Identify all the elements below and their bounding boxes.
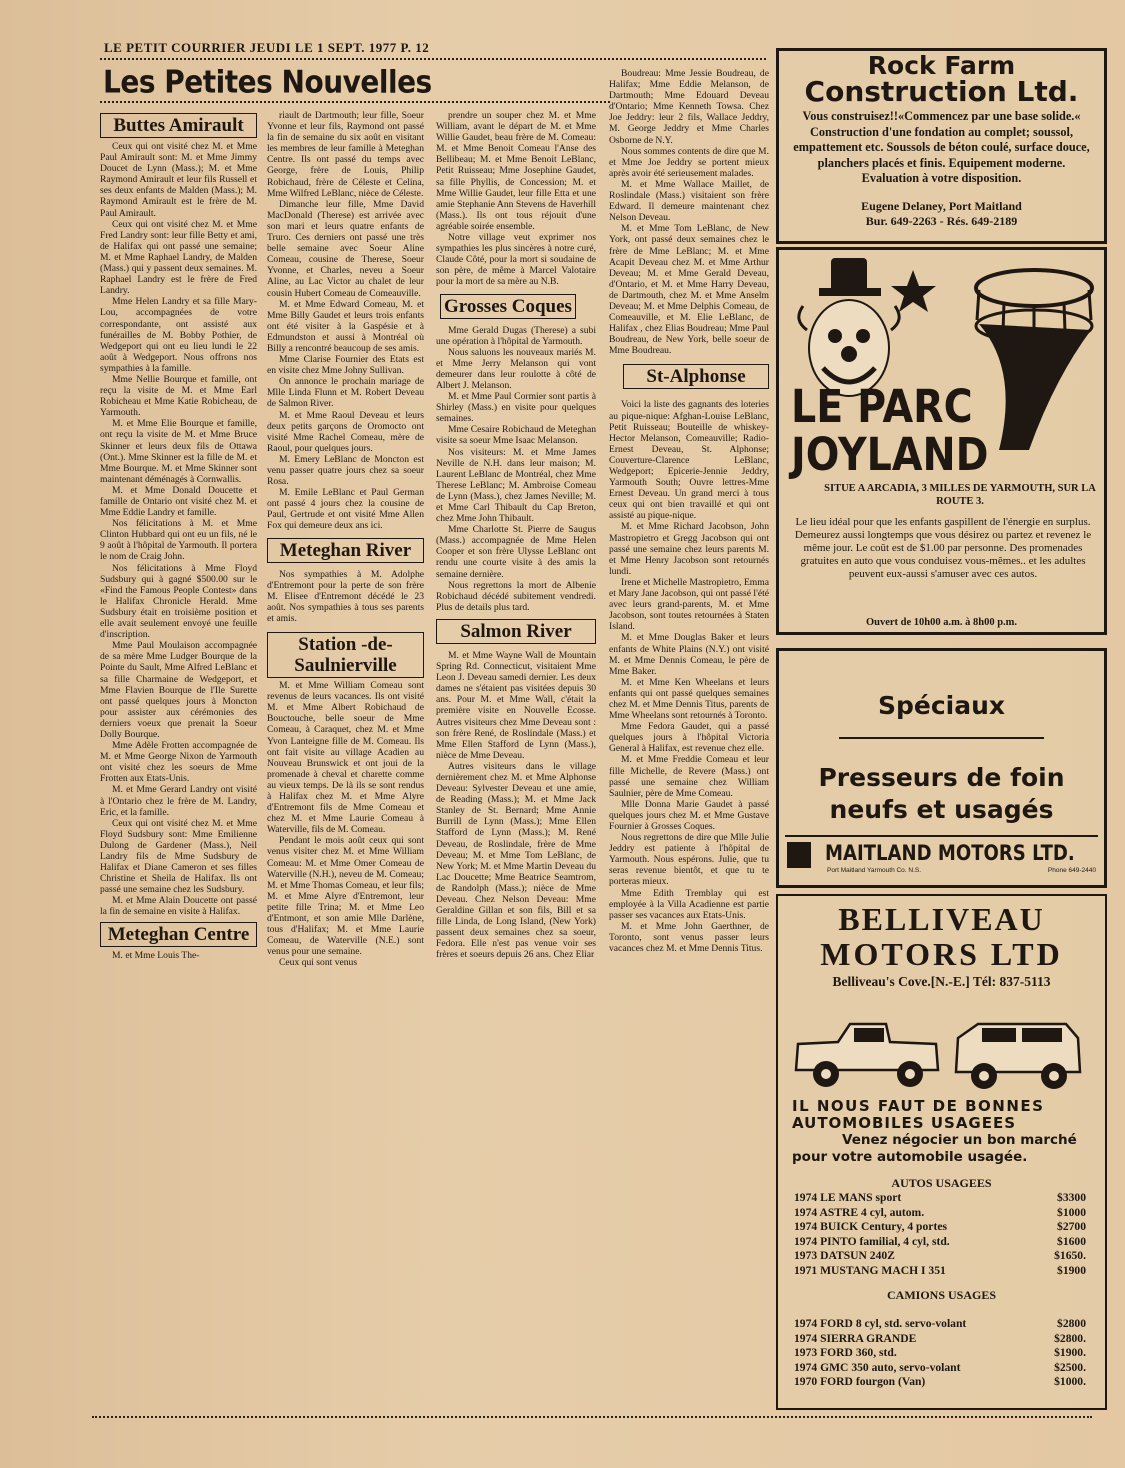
column-2 bbox=[267, 110, 424, 1410]
article-paragraph: Nous sommes contents de dire que M. et Mme Joe Jeddry se portent mieux après avoir été serieusement malades. bbox=[609, 145, 769, 179]
joyland-hours: Ouvert de 10h00 a.m. à 8h00 p.m. bbox=[865, 617, 1018, 628]
car-desc: 1974 BUICK Century, 4 portes bbox=[794, 1220, 947, 1233]
article-paragraph: M. et Mme Alain Doucette ont passé la fin de semaine en visite à Halifax. bbox=[100, 895, 257, 918]
ad-joyland bbox=[776, 247, 1107, 635]
ad-rock-body: Vous construisez!!«Commencez par une base solide.« Construction d'une fondation au complet; soussol, empattement etc. Soussols de béton coulé, surface douce, planchers placés et finis. Equipement moderne. Evaluation à votre disposition. bbox=[793, 109, 1090, 185]
article-paragraph: Nos félicitations à Mme Floyd Sudsbury qui à gagné $500.00 sur le «Find the Famous People Contest» dans le Halifax Chronicle Herald. Mme Sudsbury était en troisième position et elle avait seulement envoyé une feuille d'inscription. bbox=[100, 562, 257, 641]
car-price: $1600 bbox=[1057, 1234, 1086, 1248]
article-paragraph: On annonce le prochain mariage de Mlle Linda Flunn et M. Robert Deveau de Salmon River. bbox=[267, 376, 424, 410]
article-paragraph: M. et Mme John Gaerthner, de Toronto, sont venus passer leurs vacances chez M. et Mme Dennis Titus. bbox=[609, 920, 769, 955]
article-paragraph: Mme Clarise Fournier des Etats est en visite chez Mme Johny Sullivan. bbox=[267, 354, 424, 377]
ad-rock-contact1: Eugene Delaney, Port Maitland bbox=[861, 198, 1022, 213]
joyland-title2: JOYLAND bbox=[791, 428, 989, 481]
article-paragraph: Dimanche leur fille, Mme David MacDonald (Therese) est arrivée avec son mari et leurs quatre enfants de Truro. Ces derniers ont passé une très belle semaine avec Soeur Aline Comeau, cousine de Therese, Soeur Yvonne, et Charles, neveu a Soeur Aline, au Lac Victor au chalet de leur cousin Hubert Comeau de Comeauville. bbox=[267, 198, 424, 299]
trucks-illustration bbox=[778, 998, 1105, 1098]
heading-meteghan-centre: Meteghan Centre bbox=[100, 922, 257, 947]
truck-row bbox=[794, 1317, 1086, 1332]
article-paragraph: Ceux qui sont venus bbox=[279, 957, 358, 969]
column-1 bbox=[100, 110, 257, 1410]
article-paragraph: Mlle Donna Marie Gaudet à passé quelques jours chez M. et Mme Gustave Fournier à Grosses Coques. bbox=[609, 798, 769, 832]
article-paragraph: Pendant le mois août ceux qui sont venus visiter chez M. et Mme William Comeau: M. et Mme Omer Comeau de Waterville (N.H.), neveu de M. Comeau; M. et Mme Thomas Comeau, et leur fils; M. et Mme Alyre d'Entremont, leur petite fille Trina; M. et Mme Leo d'Entmont, et son amie Mlle Darlène, tous d'Halifax; M. et Mme Laurie Comeau, de Waterville (N.E.) sont venus pour une semaine. bbox=[267, 835, 424, 958]
article-paragraph: Mme Edith Tremblay qui est employée à la Villa Acadienne est partie passer ses vacances aux Etats-Unis. bbox=[609, 887, 769, 921]
maitland-headline1: Presseurs de foin bbox=[818, 763, 1065, 792]
heading-buttes-amirault: Buttes Amirault bbox=[100, 113, 257, 138]
belliveau-pitch2: AUTOMOBILES USAGEES bbox=[792, 1114, 1017, 1132]
trucks-title: CAMIONS USAGES bbox=[886, 1288, 997, 1302]
divider-ornament bbox=[839, 733, 1044, 743]
article-paragraph: Nos visiteurs: M. et Mme James Neville de N.H. dans leur maison; M. Laurent LeBlanc de Montréal, chez Mme Therese LeBlanc; M. Ambroise Comeau de Lynn (Mass.), chez James Neville; M. et Mme Carl Thibault du Cap Breton, chez Mme John Thibault. bbox=[436, 446, 596, 525]
car-desc: 1973 DATSUN 240Z bbox=[794, 1249, 895, 1262]
article-paragraph: M. et Mme Richard Jacobson, John Mastropietro et Gregg Jacobson qui ont passé une semaine chez leurs parents M. et Mme Henry Jacobson sont retournés lundi. bbox=[609, 521, 769, 577]
article-paragraph: Mme Nellie Bourque et famille, ont reçu la visite de M. et Mme Earl Robicheau et Mme Katie Robicheau, de Yarmouth. bbox=[100, 373, 257, 419]
article-paragraph: Mme Paul Moulaison accompagnée de sa mère Mme Ludger Bourque de la Pointe du Sault, Mme Alfred LeBlanc et sa fille Charmaine de Wedgeport, et Mme Flavien Bourque de l'Ile Surette ont passé quelques jours à Moncton pour assister aux cérémonies des derniers voeux que prenait la Soeur Dolly Bourque. bbox=[100, 640, 257, 740]
article-paragraph: Nous regrettons la mort de Albenie Robichaud décédé subitement vendredi. Plus de details plus tard. bbox=[436, 579, 596, 613]
article-paragraph: Voici la liste des gagnants des loteries au pique-nique: Afghan-Louise LeBlanc, Petit Ruisseau; Bouteille de whiskey-Hector Melanson, Comeauville; Radio-Ernest Deveau, St. Alphonse; Couverture-Clarence LeBlanc, Wedgeport; Epicerie-Jennie Jeddry, Yarmouth South; Ouvre lettres-Mme Ernest Deveau. Un grand merci à tous ceux qui ont bien travaillé et qui ont assisté au pique-nique. bbox=[609, 399, 769, 522]
car-row bbox=[794, 1249, 1086, 1264]
joyland-location: SITUE A ARCADIA, 3 MILLES DE YARMOUTH, SUR LA ROUTE 3. bbox=[824, 483, 1096, 507]
article-paragraph: M. et Mme Wallace Maillet, de Roslindale (Mass.) visitaient son frère Edward. Il demeure maintenant chez Nelson Deveau. bbox=[609, 178, 769, 224]
joyland-body: Le lieu idéal pour que les enfants gaspillent de l'énergie en surplus. Demeurez aussi longtemps que vous désirez ou partez et revenez le même jour. Le coût est de $1.00 par personne. Des promenades gratuites en auto que vous conduisez vous-mêmes.. et les adultes peuvent eux-aussi s'amuser avec ces autos. bbox=[794, 516, 1092, 580]
article-paragraph: M. et Mme Douglas Baker et leurs enfants de White Plains (N.Y.) ont visité M. et Mme Dennis Comeau, le père de Mme Baker. bbox=[609, 632, 769, 677]
article-paragraph: Mme Cesaire Robichaud de Meteghan visite sa soeur Mme Isaac Melanson. bbox=[436, 424, 596, 447]
article-paragraph: Nous regrettons de dire que Mlle Julie Jeddry est patiente à l'hôpital de Yarmouth. Nous espérons. Julie, que tu seras revenue bientôt, et que tu te porteras mieux. bbox=[609, 832, 769, 888]
car-price: $1900 bbox=[1057, 1263, 1086, 1277]
article-tail: M. et Mme Louis The- bbox=[112, 949, 200, 961]
maitland-address: Port Maitland Yarmouth Co. N.S. bbox=[827, 867, 922, 874]
joyland-title1: LE PARC bbox=[791, 380, 973, 433]
belliveau-pitch3: Venez négocier un bon marché bbox=[842, 1132, 1077, 1148]
article-paragraph: M. et Mme Gerard Landry ont visité à l'Ontario chez le frère de M. Landry, Eric, et la famille. bbox=[100, 784, 257, 818]
belliveau-address: Belliveau's Cove.[N.-E.] Tél: 837-5113 bbox=[832, 974, 1051, 989]
car-desc: 1974 ASTRE 4 cyl, autom. bbox=[794, 1205, 925, 1219]
ad-belliveau-motors bbox=[776, 894, 1107, 1410]
heading-salmon-river: Salmon River bbox=[436, 619, 596, 644]
section-title: Les Petites Nouvelles bbox=[103, 64, 432, 101]
car-price: $2700 bbox=[1057, 1220, 1086, 1233]
trucks-table bbox=[794, 1317, 1086, 1390]
ad-rock-farm bbox=[776, 48, 1107, 244]
truck-price: $2800 bbox=[1057, 1317, 1086, 1330]
truck-row bbox=[794, 1346, 1086, 1361]
maitland-phone: Phone 649-2440 bbox=[1047, 867, 1096, 874]
truck-price: $1900. bbox=[1054, 1346, 1086, 1359]
article-paragraph: M. et Mme Paul Cormier sont partis à Shirley (Mass.) en visite pour quelques semaines. bbox=[436, 391, 596, 425]
column-4 bbox=[609, 68, 769, 1413]
car-row bbox=[794, 1235, 1086, 1250]
article-paragraph: Mme Gerald Dugas (Therese) a subi une opération à l'hôpital de Yarmouth. bbox=[436, 324, 596, 347]
footer-rule bbox=[92, 1416, 1092, 1418]
truck-row bbox=[794, 1361, 1086, 1376]
truck-row bbox=[794, 1375, 1086, 1390]
car-desc: 1974 PINTO familial, 4 cyl, std. bbox=[794, 1234, 950, 1248]
car-desc: 1974 LE MANS sport bbox=[794, 1191, 902, 1204]
article-paragraph: riault de Dartmouth; leur fille, Soeur Yvonne et leur fils, Raymond ont passé la fin de semaine du six août en visitant les membres de leur famille à Meteghan Centre. Ils ont passé du temps avec George, frère de Louis, Philip Robichaud, frère de Céleste et Celina, Mme Wilfred LeBlanc, nièce de Céleste. bbox=[267, 110, 424, 199]
truck-price: $2500. bbox=[1054, 1360, 1086, 1374]
header-rule bbox=[100, 58, 766, 60]
article-paragraph: Irene et Michelle Mastropietro, Emma et Mary Jane Jacobson, qui ont passé l'été avec leurs grand-parents, M. et Mme Jacobson, sont toutes retournées à Staten Island. bbox=[609, 576, 769, 633]
article-paragraph: M. Emery LeBlanc de Moncton est venu passer quatre jours chez sa soeur Rosa. bbox=[267, 453, 424, 488]
article-paragraph: M. et Mme Wayne Wall de Mountain Spring Rd. Connecticut, visitaient Mme Leon J. Deveau samedi dernier. Les deux dames ne s'étaient pas visitées depuis 30 ans. Pour M. et Mme Wall, c'était la première visite en Nouvelle Ecosse. Autres visiteurs chez Mme Deveau sont : son frère René, de Roslindale (Mass.) et Mme Ellen Stafford de Lynn (Mass.), nièce de Mme Deveau. bbox=[436, 649, 596, 761]
article-paragraph: Mme Helen Landry et sa fille Mary-Lou, accompagnées de votre correspondante, ont assisté aux funérailles de M. Bobby Pothier, de Wedgeport qui ont eu lieu lundi le 22 août à Wedgeport. Nous offrons nos sympathies à la famille. bbox=[100, 296, 257, 374]
car-desc: 1971 MUSTANG MACH I 351 bbox=[794, 1263, 946, 1277]
article-paragraph: Notre village veut exprimer nos sympathies les plus sincères à notre curé, Claude Côté, pour la mort si soudaine de son père, de même à Marcel Valotaire pour la mort de sa mère au N.B. bbox=[436, 232, 596, 288]
heading-station-saulnierville: Station -de- Saulnierville bbox=[267, 632, 424, 678]
article-paragraph: M. et Mme Freddie Comeau et leur fille Michelle, de Revere (Mass.) ont passé une semaine chez William Saulnier, père de Mme Comeau. bbox=[609, 754, 769, 799]
car-row bbox=[794, 1191, 1086, 1206]
article-paragraph: M. et Mme Ken Wheelans et leurs enfants qui ont passé quelques semaines chez M. et Mme Dennis Titus, parents de Mme Wheelans sont retournés à Toronto. bbox=[609, 676, 769, 722]
article-paragraph: Boudreau: Mme Jessie Boudreau, de Halifax; Mme Eddie Melanson, de Dartmouth; Mme Edouard Deveau d'Ontario; Mme Kenneth Towsa. Chez Joe Jeddry: leur 2 fils, Wallace Jeddry, M. George Jeddry et Mme Charles Osborne de N.Y. bbox=[609, 68, 769, 146]
article-paragraph: Nous saluons les nouveaux mariés M. et Mme Jerry Melanson qui vont demeurer dans leur roulotte à côté de Albert J. Melanson. bbox=[436, 346, 596, 391]
article-paragraph: Ceux qui ont visité chez M. et Mme Fred Landry sont: leur fille Betty et ami, de Halifax qui ont passé une semaine; M. et Mme Raphael Landry, de Malden (Mass.) qui y passent deux semaines. M. Raphael Landry est le frère de Fred Landry. bbox=[100, 218, 257, 297]
article-paragraph: M. et Mme William Comeau sont revenus de leurs vacances. Ils ont visité M. et Mme Albert Robichaud de Bouctouche, belle soeur de Mme Comeau, à Caraquet, chez M. et Mme Yvon Lanteigne fille de M. Comeau. Ils ont fait visite au village Acadien au Nouveau Brunswick et ont joui de la promenade à cheval et charette comme au vieux temps. De là ils se sont rendus à Halifax chez M. et Mme Alyre d'Entremont fils de Mme Comeau et chez M. et Mme Laurie Comeau à Waterville, fils de M. Comeau. bbox=[267, 680, 424, 836]
article-paragraph: M. et Mme Donald Doucette et famille de Ontario ont visité chez M. et Mme Eddie Landry et famille. bbox=[100, 484, 257, 519]
masthead: LE PETIT COURRIER JEUDI LE 1 SEPT. 1977 P. 12 bbox=[104, 40, 430, 55]
article-paragraph: Mme Adèle Frotten accompagnée de M. et Mme George Nixon de Yarmouth ont visité chez les soeurs de Mme Frotten aux Etats-Unis. bbox=[100, 740, 257, 785]
article-paragraph: Autres visiteurs dans le village dernièrement chez M. et Mme Alphonse Deveau: Sylvester Deveau et une amie, de Reading (Mass.); M. et Mme Jack Stanley de St. Bernard; Mme Annie Burrill de Lynn (Mass.); Mme Ellen Stafford de Lynn (Mass.); M. René Deveau, de Roslindale, frère de Mme Deveau; M. et Mme Tom LeBlanc, de New York; M. et Mme Martin Deveau du Lac Doucette; Mme Beatrice Seamtrom, de Randolph (Mass.); nièce de Mme Deveau. Chez Nelson Deveau: Mme Geraldine Gillan et son fils, Bill et sa fille Linda, de Long Island, (New York) passent deux semaines chez sa soeur, Fedora. Elle n'est pas venue voir ses frères et soeurs depuis 26 ans. Chez Eliar bbox=[436, 760, 596, 961]
car-row bbox=[794, 1264, 1086, 1279]
heading-meteghan-river: Meteghan River bbox=[267, 538, 424, 563]
article-paragraph: Nos sympathies à M. Adolphe d'Entremont pour la perte de son frère M. Elisee d'Entremont décédé le 23 août. Nos sympathies à tous ses parents et amis. bbox=[267, 568, 424, 624]
article-paragraph: Ceux qui ont visité chez M. et Mme Floyd Sudsbury sont: Mme Emilienne Dulong de Gardener (Mass.), Neil Landry fils de Mme Sudsbury de Halifax et Diane Cameron et ses filles Christine et Sheila de Halifax. Ils ont passé une semaine chez les Sudsbury. bbox=[100, 817, 257, 896]
maitland-headline2: neufs et usagés bbox=[829, 795, 1054, 824]
article-paragraph: Ceux qui ont visité chez M. et Mme Paul Amirault sont: M. et Mme Jimmy Doucet de Lynn (Mass.); M. et Mme Raymond Amirault et leur fils Russell et ses deux enfants de Malden (Mass.); M. Raymond Amirault est le frère de M. Paul Amirault. bbox=[100, 141, 257, 219]
ad-rock-name2: Construction Ltd. bbox=[804, 75, 1079, 108]
article-paragraph: M. et Mme Edward Comeau, M. et Mme Billy Gaudet et leurs trois enfants ont été visiter à la Gaspésie et à Edmundston et aussi à Montréal où Billy a rencontré beaucoup de ses amis. bbox=[267, 298, 424, 354]
car-price: $1000 bbox=[1057, 1205, 1086, 1219]
heading-st-alphonse: St-Alphonse bbox=[623, 364, 769, 389]
maitland-brand: MAITLAND MOTORS LTD. bbox=[825, 841, 1075, 865]
truck-price: $1000. bbox=[1054, 1375, 1086, 1388]
car-row bbox=[794, 1206, 1086, 1221]
column-3 bbox=[436, 110, 596, 1410]
cars-table bbox=[794, 1191, 1086, 1278]
heading-grosses-coques: Grosses Coques bbox=[440, 294, 576, 319]
truck-desc: 1974 GMC 350 auto, servo-volant bbox=[794, 1360, 961, 1374]
ih-logo-icon bbox=[787, 842, 811, 868]
article-paragraph: M. et Mme Elie Bourque et famille, ont reçu la visite de M. et Mme Bruce Skinner et leurs deux fils de Ottawa (Ont.). Mme Skinner est la fille de M. et Mme Bourque. M. et Mme Skinner sont maintenant déménagés à Cornwallis. bbox=[100, 418, 257, 485]
car-row bbox=[794, 1220, 1086, 1235]
car-price: $3300 bbox=[1057, 1191, 1086, 1204]
cars-title: AUTOS USAGEES bbox=[891, 1176, 992, 1190]
truck-desc: 1973 FORD 360, std. bbox=[794, 1346, 897, 1359]
ad-rock-name1: Rock Farm bbox=[867, 51, 1016, 80]
article-paragraph: M. et Mme Tom LeBlanc, de New York, ont passé deux semaines chez le frère de Mme LeBlanc; M. et Mme Acapit Deveau chez M. et Mme Arthur Deveau; M. et Mme Gerald Deveau, d'Ontario, et M. et Mme Harry Deveau, de Dartmouth, chez M. et Mme Anselm Deveau; M. et Mme Delphis Comeau, de Comeauville, et M. Elie LeBlanc, de Halifax , chez Elias Boudreau; Mme Paul Boudreau, de New York, belle soeur de Mme Boudreau. bbox=[609, 223, 769, 357]
belliveau-pitch1: IL NOUS FAUT DE BONNES bbox=[792, 1097, 1045, 1115]
article-paragraph: Nos félicitations à M. et Mme Clinton Hubbard qui ont eu un fils, né le 9 août à l'hôpital de Yarmouth. Il portera le nom de Craig John. bbox=[100, 518, 257, 563]
truck-row bbox=[794, 1332, 1086, 1347]
ad-rock-contact2: Bur. 649-2263 - Rés. 649-2189 bbox=[865, 213, 1018, 228]
belliveau-name2: MOTORS LTD bbox=[820, 936, 1063, 972]
article-paragraph: M. Emile LeBlanc et Paul German ont passé 4 jours chez la cousine de Paul, Gertrude et ont visité Mme Allen Fox qui demeure deux ans ici. bbox=[267, 487, 424, 532]
title-rule bbox=[100, 101, 610, 103]
article-paragraph: Mme Fedora Gaudet, qui a passé quelques jours à l'hôpital Victoria General à Halifax, est revenue chez elle. bbox=[609, 721, 769, 755]
maitland-title: Spéciaux bbox=[877, 691, 1006, 720]
truck-desc: 1974 FORD 8 cyl, std. servo-volant bbox=[794, 1317, 967, 1330]
article-paragraph: Mme Charlotte St. Pierre de Saugus (Mass.) accompagnée de Mme Helen Cooper et son frère Ulysse LeBlanc ont rendu une courte visite à des amis la semaine dernière. bbox=[436, 524, 596, 580]
belliveau-name1: BELLIVEAU bbox=[838, 901, 1045, 937]
car-price: $1650. bbox=[1054, 1249, 1086, 1262]
belliveau-pitch4: pour votre automobile usagée. bbox=[792, 1149, 1028, 1165]
article-paragraph: M. et Mme Raoul Deveau et leurs deux petits garçons de Oromocto ont visité Mme Rachel Comeau, mère de Raoul, pour quelques jours. bbox=[267, 409, 424, 454]
truck-desc: 1970 FORD fourgon (Van) bbox=[794, 1375, 926, 1388]
article-paragraph: prendre un souper chez M. et Mme William, avant le départ de M. et Mme Willie Gaudet, beau frère de M. Comeau: M. et Mme Benoit Comeau l'Anse des Bellibeau; M. et Mme Benoit LeBlanc, Petit Ruisseau; Mme Josephine Gaudet, sa fille Phyllis, de Concession; M. et Mme Willie Gaudet, leur fille Etta et une amie Stephanie Ann Stevens de Haverhill (Mass.). Ils ont tous réjouit d'une agréable soirée ensemble. bbox=[436, 110, 596, 232]
truck-price: $2800. bbox=[1054, 1331, 1086, 1345]
ad-maitland-motors bbox=[776, 648, 1107, 888]
truck-desc: 1974 SIERRA GRANDE bbox=[794, 1331, 917, 1345]
